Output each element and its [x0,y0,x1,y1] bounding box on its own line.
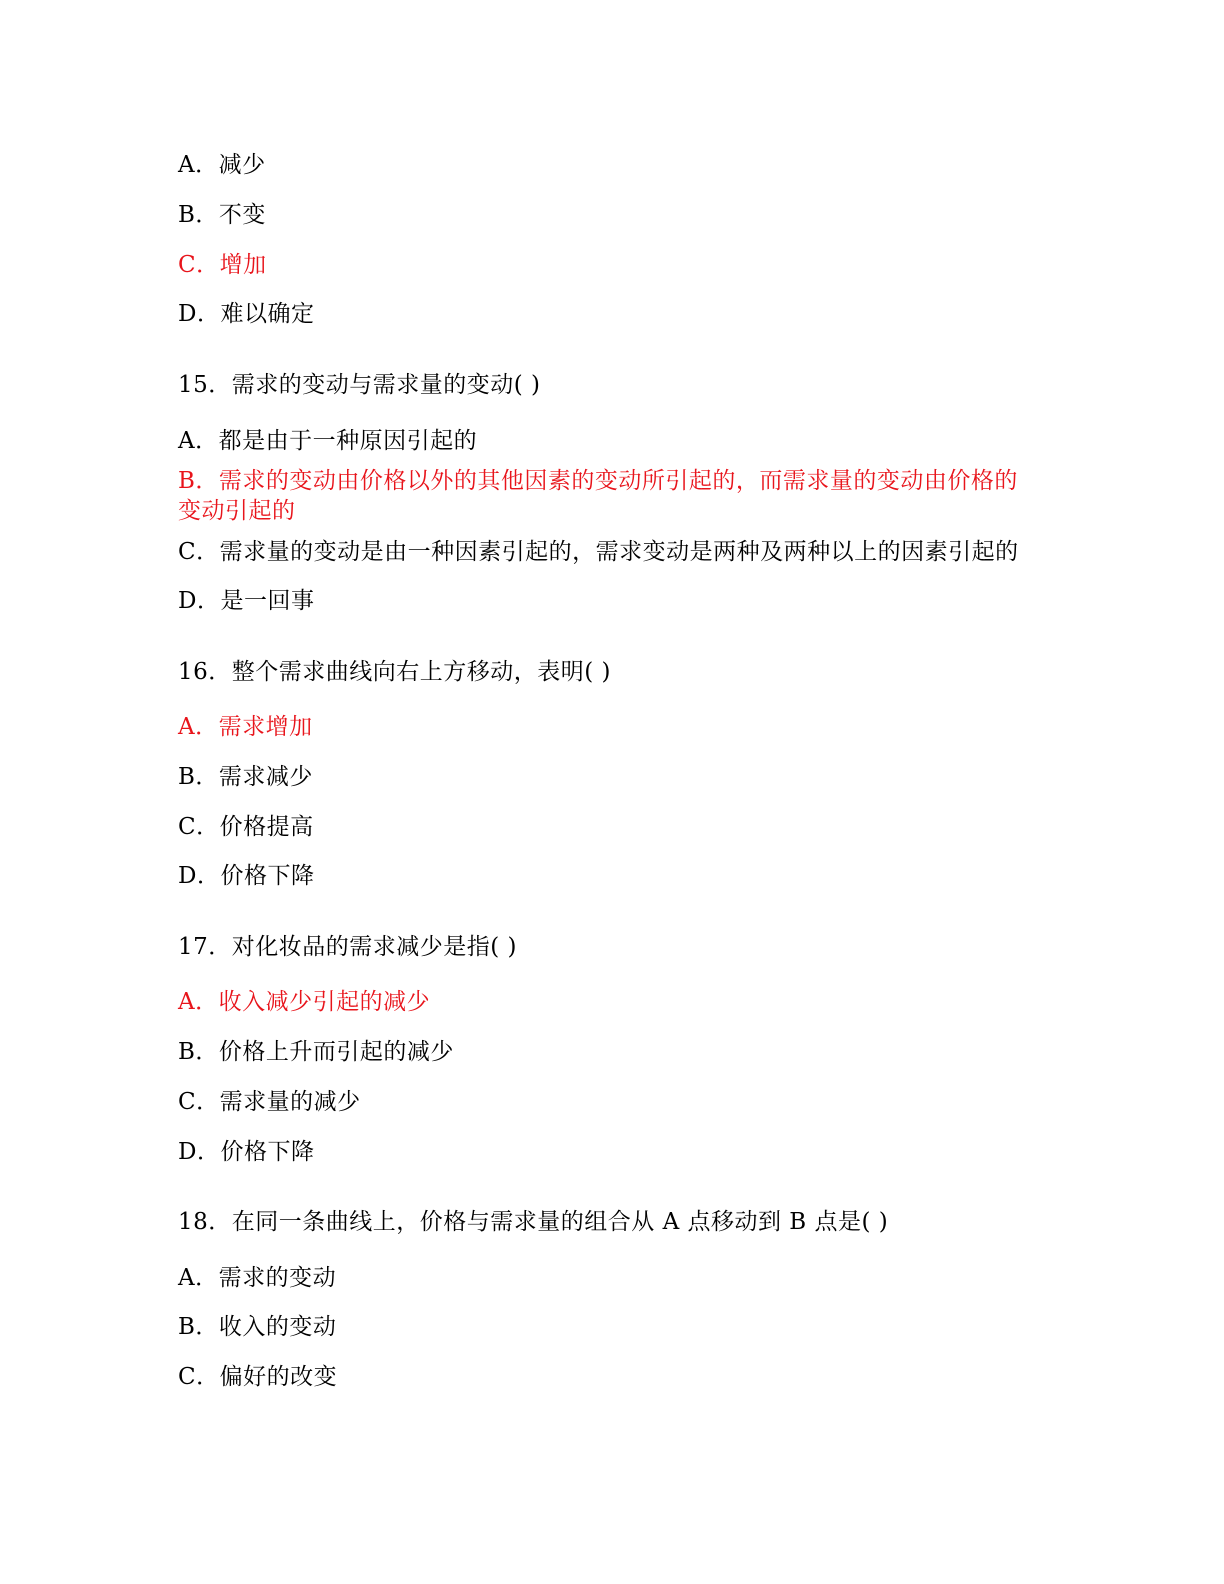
q16-option-d: D．价格下降 [178,863,315,889]
q15-question: 15．需求的变动与需求量的变动( ) [178,372,541,398]
q18-question: 18．在同一条曲线上，价格与需求量的组合从 A 点移动到 B 点是( ) [178,1209,889,1235]
q18-option-a: A．需求的变动 [178,1265,337,1291]
q14-option-a: A．减少 [178,152,266,178]
q15-option-a: A．都是由于一种原因引起的 [178,428,478,454]
q16-question: 16．整个需求曲线向右上方移动，表明( ) [178,659,612,685]
q15-option-b-answer: B．需求的变动由价格以外的其他因素的变动所引起的，而需求量的变动由价格的变动引起的 [178,468,1018,524]
q17-option-b: B．价格上升而引起的减少 [178,1039,454,1065]
q17-option-d: D．价格下降 [178,1139,315,1165]
q14-option-d: D．难以确定 [178,301,315,327]
q15-option-d: D．是一回事 [178,588,315,614]
q14-option-b: B．不变 [178,202,266,228]
q18-option-c: C．偏好的改变 [178,1364,338,1390]
q18-option-b: B．收入的变动 [178,1314,337,1340]
q17-option-c: C．需求量的减少 [178,1089,361,1115]
q15-option-c: C．需求量的变动是由一种因素引起的，需求变动是两种及两种以上的因素引起的 [178,539,1019,565]
q14-option-c-answer: C．增加 [178,252,267,278]
q16-option-b: B．需求减少 [178,764,313,790]
q17-option-a-answer: A．收入减少引起的减少 [178,989,431,1015]
q17-question: 17．对化妆品的需求减少是指( ) [178,934,518,960]
q16-option-a-answer: A．需求增加 [178,714,313,740]
q16-option-c: C．价格提高 [178,814,314,840]
